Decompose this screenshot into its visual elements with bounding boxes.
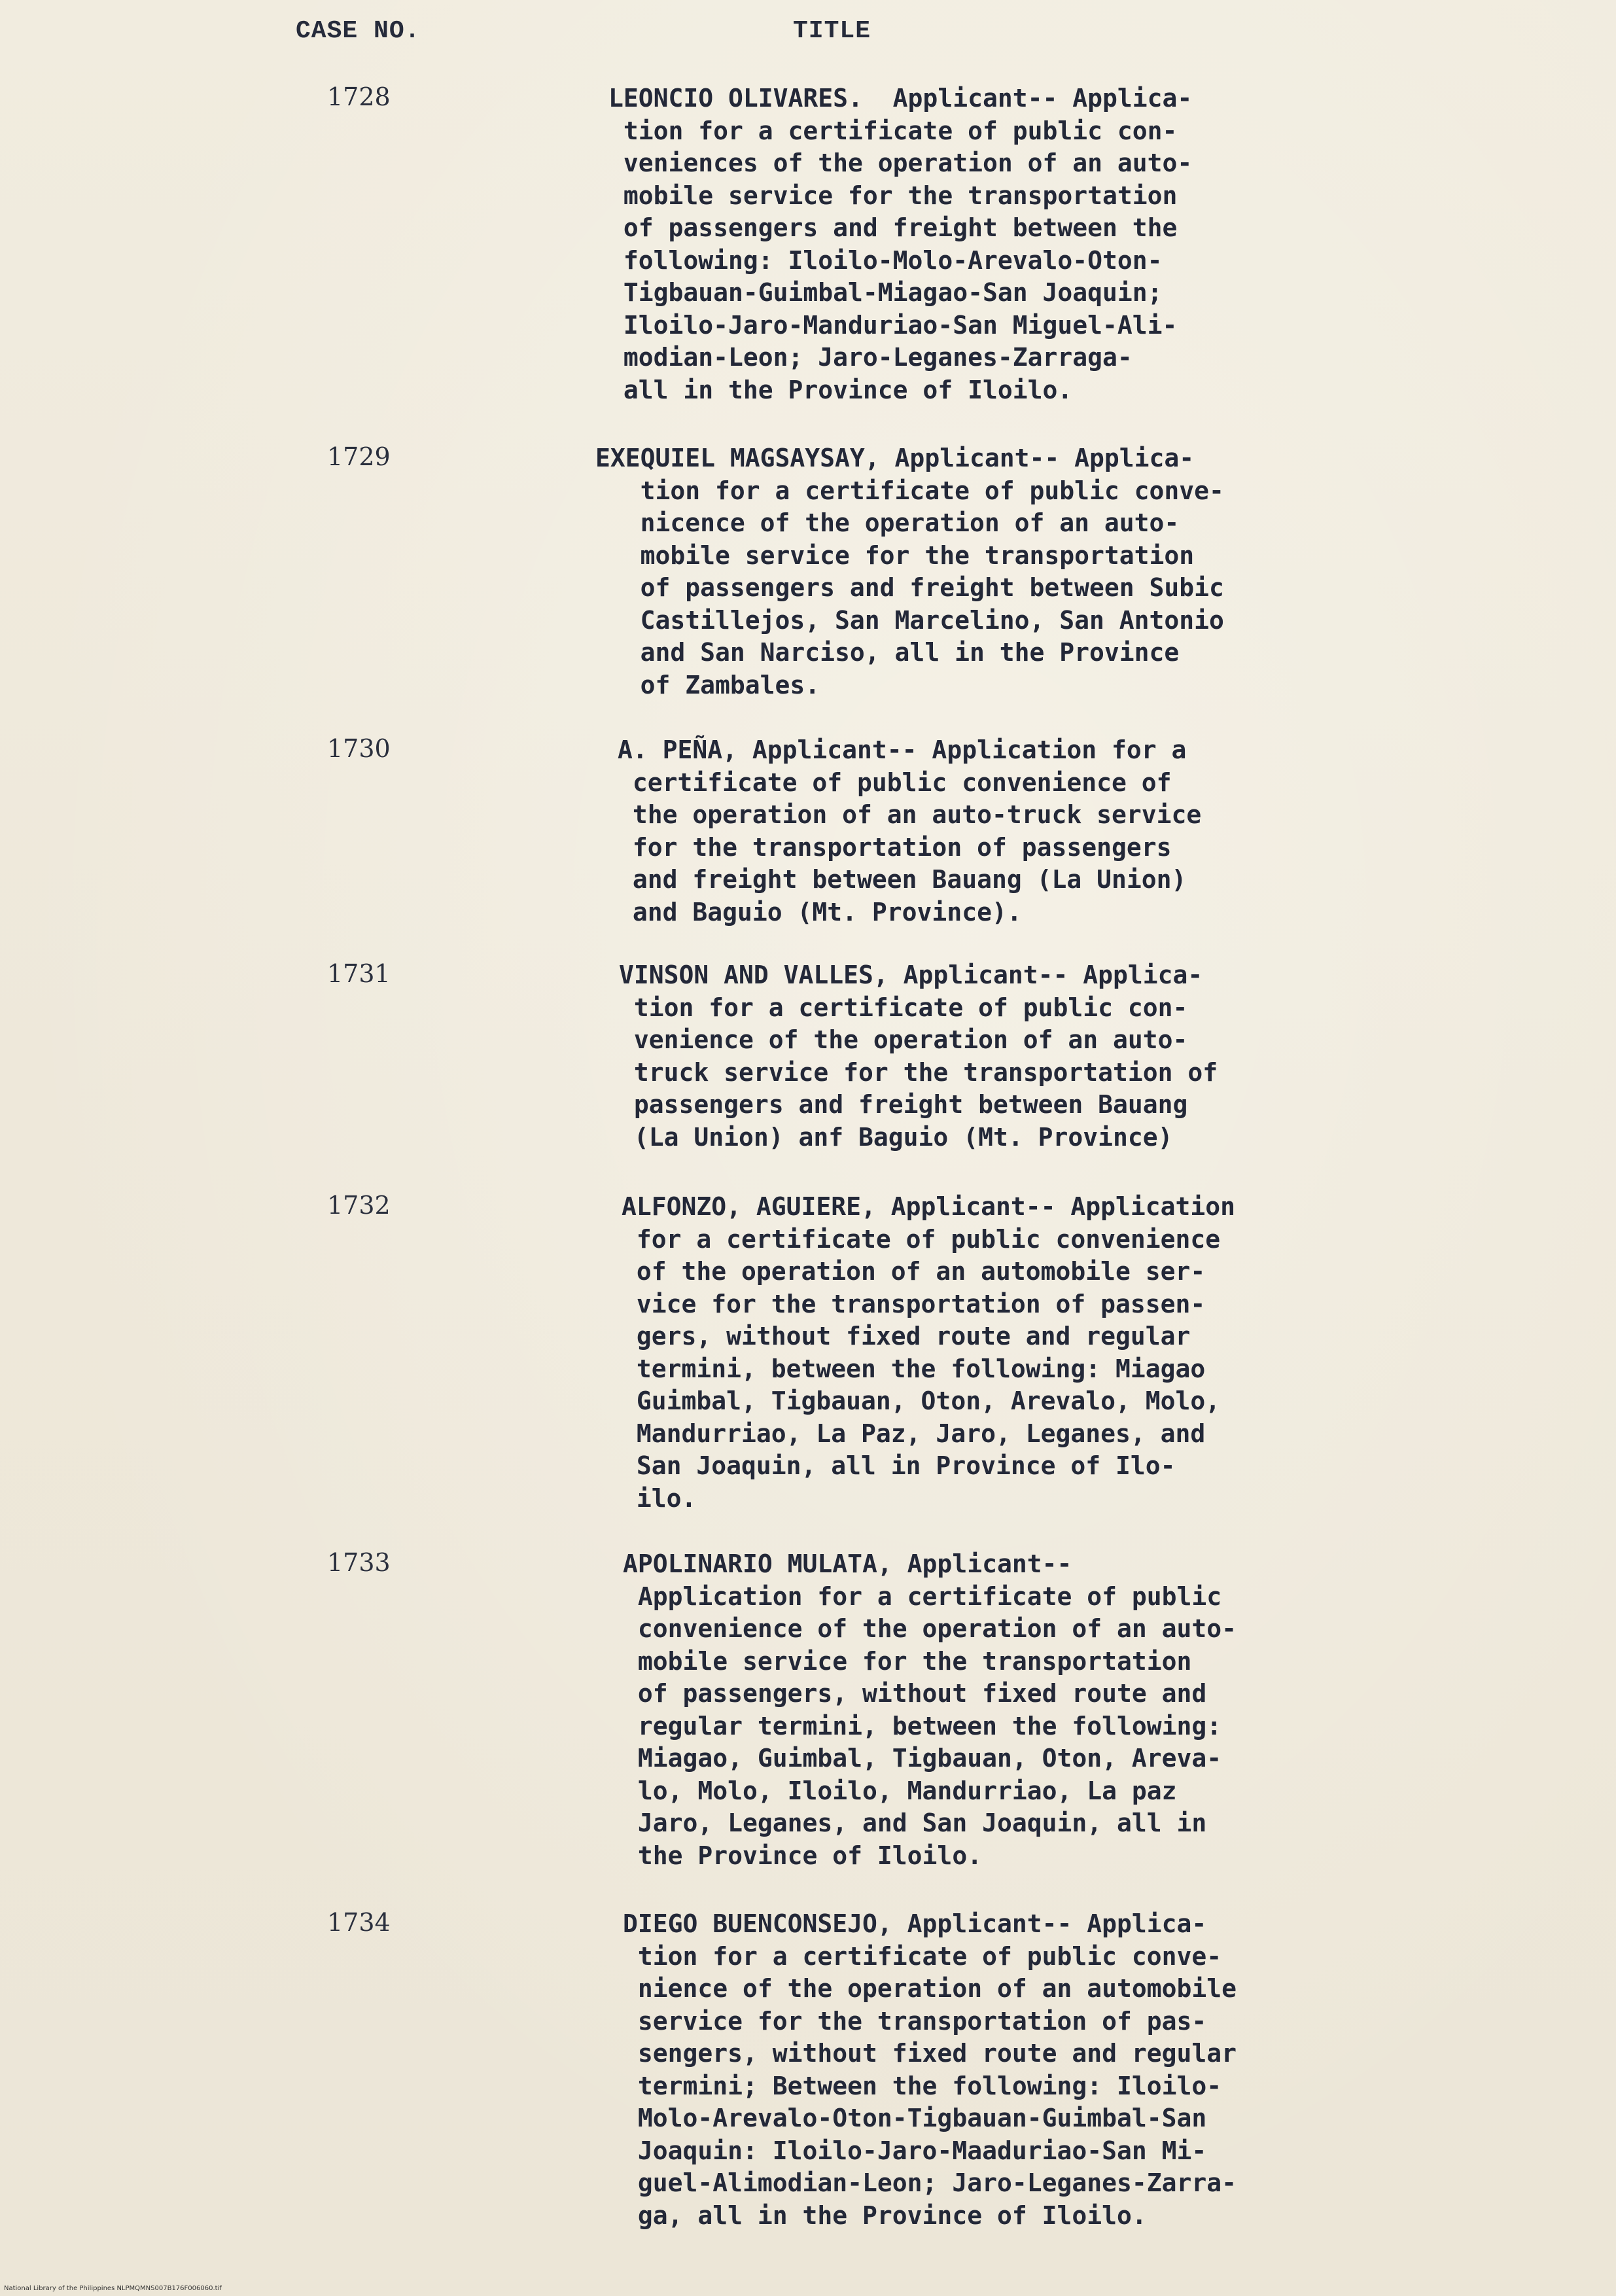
case-number: 1733 xyxy=(327,1548,391,1577)
title-header: TITLE xyxy=(793,17,871,45)
archive-footer: National Library of the Philippines NLPMQMNS007B176F006060.tif xyxy=(4,2285,222,2292)
case-number: 1728 xyxy=(327,82,391,111)
case-number: 1731 xyxy=(327,959,391,988)
case-title-text: DIEGO BUENCONSEJO, Applicant-- Applica- tion for a certificate of public conve- nience of the operation of an automobile service for the transportation of pas- sengers, without fixed route and regular termini; Between the following: Iloilo- Molo-Arevalo-Oton-Tigbauan-Guimbal-San Joaquin: Iloilo-Jaro-Maaduriao-San Mi- guel-Alimodian-Leon; Jaro-Leganes-Zarra- ga, all in the Province of Iloilo. xyxy=(623,1909,1237,2230)
case-number: 1729 xyxy=(327,442,391,471)
case-number: 1730 xyxy=(327,734,391,763)
case-title-text: LEONCIO OLIVARES. Applicant-- Applica- tion for a certificate of public con- veniences of the operation of an auto- mobile service for the transportation of passengers and freight between the following: Iloilo-Molo-Arevalo-Oton- Tigbauan-Guimbal-Miagao-San Joaquin; Iloilo-Jaro-Manduriao-San Miguel-Ali- modian-Leon; Jaro-Leganes-Zarraga- all in the Province of Iloilo. xyxy=(608,84,1193,404)
case-title-text: ALFONZO, AGUIERE, Applicant-- Application for a certificate of public convenience of the operation of an automobile ser- vice for the transportation of passen- gers, without fixed route and regular termini, between the following: Miagao Guimbal, Tigbauan, Oton, Arevalo, Molo, Mandurriao, La Paz, Jaro, Leganes, and San Joaquin, all in Province of Ilo- ilo. xyxy=(622,1192,1235,1513)
case-title-text: EXEQUIEL MAGSAYSAY, Applicant-- Applica- tion for a certificate of public conve- nicence of the operation of an auto- mobile service for the transportation of passengers and freight between Subic Castillejos, San Marcelino, San Antonio and San Narciso, all in the Province of Zambales. xyxy=(595,444,1224,699)
case-title-text: A. PEÑA, Applicant-- Application for a certificate of public convenience of the operation of an auto-truck service for the transportation of passengers and freight between Bauang (La Union) and Baguio (Mt. Province). xyxy=(618,735,1202,927)
case-no-header: CASE NO. xyxy=(296,17,421,45)
case-number: 1732 xyxy=(327,1191,391,1220)
case-number: 1734 xyxy=(327,1908,391,1937)
case-title-text: APOLINARIO MULATA, Applicant-- Application for a certificate of public convenience of the operation of an auto- mobile service for the transportation of passengers, without fixed route and regular termini, between the following: Miagao, Guimbal, Tigbauan, Oton, Areva- lo, Molo, Iloilo, Mandurriao, La paz Jaro, Leganes, and San Joaquin, all in the Province of Iloilo. xyxy=(623,1549,1237,1870)
case-title-text: VINSON AND VALLES, Applicant-- Applica- tion for a certificate of public con- venience of the operation of an auto- truck service for the transportation of passengers and freight between Bauang (La Union) anf Baguio (Mt. Province) xyxy=(619,961,1218,1152)
